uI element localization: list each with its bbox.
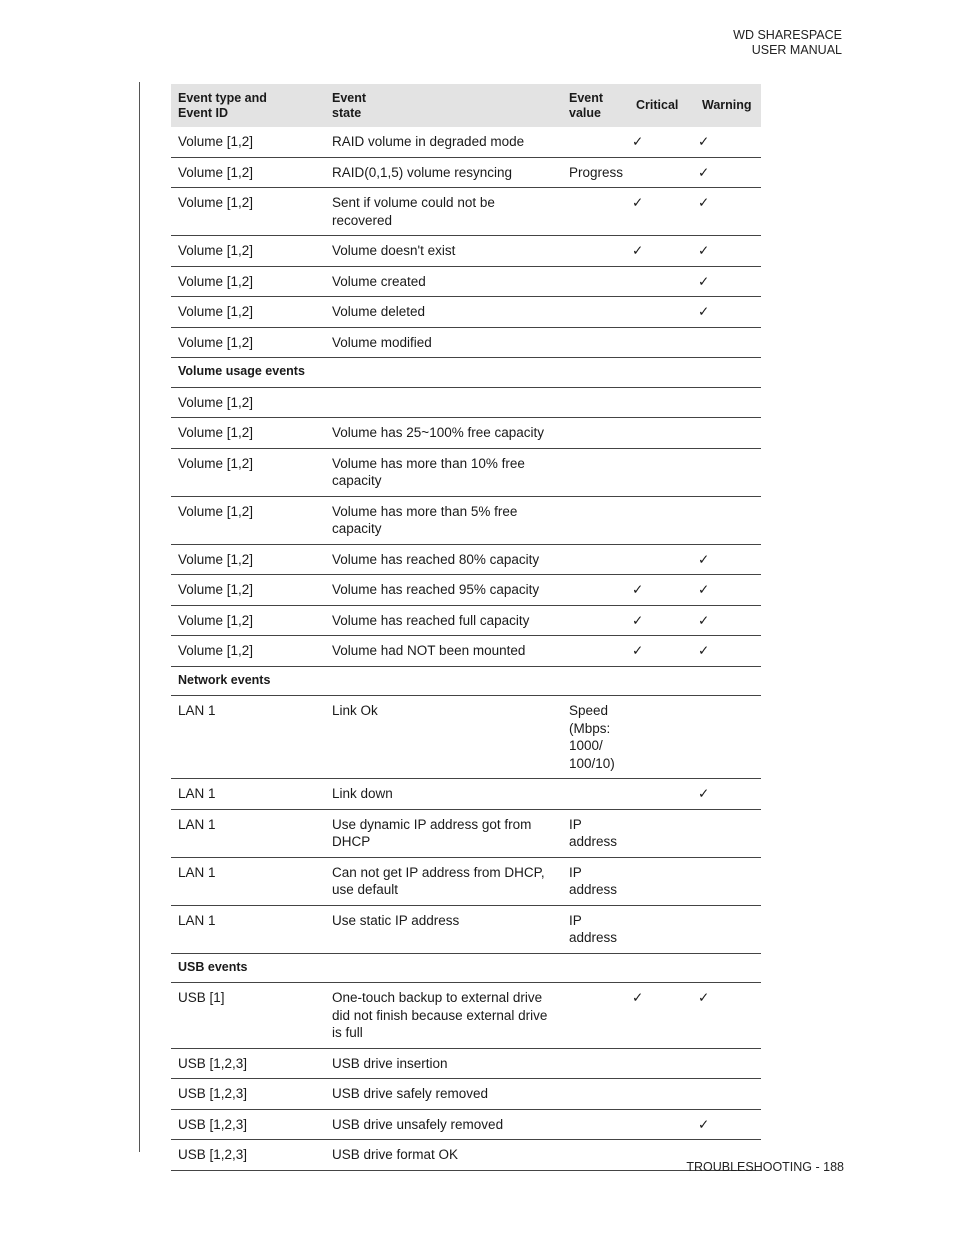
cell-event-state (325, 448, 562, 496)
section-title: Volume usage events (171, 358, 761, 388)
cell-critical (629, 983, 695, 1049)
cell-event-state (325, 1079, 562, 1110)
cell-event-state-text: Volume has reached 95% capacity (332, 582, 540, 597)
cell-event-type (171, 1048, 325, 1079)
checkmark-icon: ✓ (632, 582, 644, 597)
cell-critical (629, 1140, 695, 1171)
cell-event-state-text: Volume deleted (332, 304, 426, 319)
cell-event-state (325, 387, 562, 418)
checkmark-icon: ✓ (698, 304, 710, 319)
table-row (171, 779, 761, 810)
cell-warning (695, 1109, 761, 1140)
checkmark-icon: ✓ (698, 582, 710, 597)
cell-event-value-text: IP address (569, 912, 618, 945)
cell-warning (695, 266, 761, 297)
header-critical: Critical (629, 84, 695, 127)
checkmark-icon: ✓ (698, 273, 710, 289)
cell-event-value (562, 636, 629, 667)
cell-warning (695, 809, 761, 857)
cell-critical (629, 297, 695, 328)
section-row (171, 953, 761, 983)
cell-event-state (325, 157, 562, 188)
cell-event-type-text: Volume [1,2] (178, 425, 254, 440)
cell-event-type (171, 575, 325, 606)
cell-warning (695, 605, 761, 636)
cell-event-type (171, 157, 325, 188)
cell-event-state (325, 188, 562, 236)
cell-event-state (325, 779, 562, 810)
checkmark-icon: ✓ (698, 134, 710, 149)
cell-event-value (562, 448, 629, 496)
section-title: Network events (171, 666, 761, 696)
cell-event-state (325, 696, 562, 779)
cell-event-value (562, 983, 629, 1049)
table-row (171, 605, 761, 636)
cell-event-type-text: USB [1] (178, 990, 225, 1005)
cell-event-type-text: LAN 1 (178, 786, 216, 801)
cell-critical (629, 857, 695, 905)
cell-event-type (171, 266, 325, 297)
header-event-type: Event type and Event ID (171, 84, 325, 127)
header-title: WD SHARESPACE (733, 28, 842, 42)
table-row (171, 157, 761, 188)
page-footer: TROUBLESHOOTING - 188 (686, 1160, 844, 1174)
cell-warning (695, 983, 761, 1049)
cell-event-type (171, 1140, 325, 1171)
cell-event-state-text: Volume doesn't exist (332, 243, 456, 258)
cell-critical (629, 696, 695, 779)
cell-event-state (325, 905, 562, 953)
checkmark-icon: ✓ (632, 195, 644, 210)
checkmark-icon: ✓ (698, 164, 710, 180)
cell-event-type (171, 779, 325, 810)
cell-event-value (562, 905, 629, 953)
cell-event-type-text: Volume [1,2] (178, 304, 254, 319)
cell-warning (695, 857, 761, 905)
cell-event-value (562, 696, 629, 779)
cell-event-type-text: Volume [1,2] (178, 612, 254, 628)
cell-event-state (325, 327, 562, 358)
checkmark-icon: ✓ (632, 134, 644, 149)
cell-event-value (562, 297, 629, 328)
cell-event-type (171, 1109, 325, 1140)
cell-event-type (171, 127, 325, 157)
cell-event-type (171, 327, 325, 358)
cell-event-type (171, 418, 325, 449)
cell-event-type (171, 857, 325, 905)
cell-warning (695, 327, 761, 358)
cell-event-value (562, 857, 629, 905)
cell-event-state (325, 1048, 562, 1079)
cell-critical (629, 127, 695, 157)
cell-event-type (171, 188, 325, 236)
cell-event-value (562, 809, 629, 857)
cell-event-value (562, 544, 629, 575)
table-row (171, 297, 761, 328)
cell-event-state-text: One-touch backup to external drive did not finish because external drive is full (332, 990, 548, 1040)
cell-event-state-text: USB drive safely removed (332, 1086, 489, 1101)
cell-warning (695, 236, 761, 267)
cell-warning (695, 127, 761, 157)
cell-event-value (562, 387, 629, 418)
cell-event-state (325, 983, 562, 1049)
header-event-value: Event value (562, 84, 629, 127)
cell-event-value-text: Progress (569, 164, 624, 180)
cell-event-type-text: USB [1,2,3] (178, 1086, 248, 1101)
cell-critical (629, 636, 695, 667)
section-title: USB events (171, 953, 761, 983)
cell-event-state-text: Volume has reached 80% capacity (332, 551, 540, 567)
cell-event-state-text: RAID volume in degraded mode (332, 134, 525, 149)
cell-warning (695, 1048, 761, 1079)
cell-event-state-text: Volume has more than 10% free capacity (332, 455, 525, 488)
cell-event-value (562, 1079, 629, 1110)
cell-event-type-text: USB [1,2,3] (178, 1147, 248, 1162)
cell-warning (695, 575, 761, 606)
table-row (171, 575, 761, 606)
table-row (171, 387, 761, 418)
cell-event-value-text: IP address (569, 816, 618, 849)
cell-critical (629, 418, 695, 449)
cell-event-type-text: LAN 1 (178, 864, 216, 880)
cell-critical (629, 905, 695, 953)
cell-critical (629, 327, 695, 358)
table-row (171, 636, 761, 667)
cell-event-type-text: Volume [1,2] (178, 243, 254, 258)
cell-warning (695, 188, 761, 236)
cell-event-state-text: Use static IP address (332, 912, 460, 928)
cell-event-state (325, 266, 562, 297)
cell-event-value (562, 1140, 629, 1171)
checkmark-icon: ✓ (698, 643, 710, 658)
checkmark-icon: ✓ (632, 990, 644, 1005)
cell-event-state (325, 544, 562, 575)
cell-event-type-text: LAN 1 (178, 912, 216, 928)
checkmark-icon: ✓ (698, 551, 710, 567)
cell-event-type (171, 1079, 325, 1110)
cell-event-value-text: Speed (Mbps: 1000/ 100/10) (569, 703, 615, 771)
checkmark-icon: ✓ (698, 786, 710, 801)
checkmark-icon: ✓ (632, 612, 644, 628)
cell-event-value (562, 236, 629, 267)
cell-event-type (171, 983, 325, 1049)
cell-event-type-text: Volume [1,2] (178, 551, 254, 567)
table-row (171, 327, 761, 358)
table-row (171, 418, 761, 449)
cell-warning (695, 905, 761, 953)
cell-event-state (325, 297, 562, 328)
table-row (171, 496, 761, 544)
cell-event-state (325, 1109, 562, 1140)
cell-event-type-text: LAN 1 (178, 703, 216, 718)
cell-critical (629, 575, 695, 606)
cell-critical (629, 496, 695, 544)
cell-event-type (171, 905, 325, 953)
cell-event-state-text: USB drive unsafely removed (332, 1116, 504, 1132)
cell-event-value (562, 1109, 629, 1140)
table-row (171, 236, 761, 267)
cell-event-type (171, 544, 325, 575)
cell-warning (695, 418, 761, 449)
cell-event-type-text: Volume [1,2] (178, 503, 254, 519)
page-header (733, 28, 842, 58)
header-warning: Warning (695, 84, 761, 127)
cell-event-value (562, 605, 629, 636)
cell-critical (629, 1048, 695, 1079)
cell-event-type (171, 448, 325, 496)
cell-event-value (562, 327, 629, 358)
cell-event-type (171, 809, 325, 857)
cell-event-state-text: Can not get IP address from DHCP, use default (332, 864, 545, 897)
cell-critical (629, 188, 695, 236)
cell-event-value (562, 575, 629, 606)
margin-rule (139, 82, 140, 1152)
cell-event-type-text: USB [1,2,3] (178, 1055, 248, 1071)
cell-critical (629, 266, 695, 297)
table-row (171, 1109, 761, 1140)
cell-event-type-text: Volume [1,2] (178, 134, 254, 149)
cell-event-state-text: Sent if volume could not be recovered (332, 195, 495, 228)
cell-event-state-text: USB drive format OK (332, 1147, 459, 1162)
cell-warning (695, 496, 761, 544)
cell-event-type-text: Volume [1,2] (178, 582, 254, 597)
cell-warning (695, 387, 761, 418)
table-row (171, 857, 761, 905)
cell-event-state-text: Volume modified (332, 334, 432, 350)
cell-event-value (562, 266, 629, 297)
cell-event-type (171, 696, 325, 779)
table-header-row (171, 84, 761, 127)
cell-event-state-text: Volume has reached full capacity (332, 612, 530, 628)
cell-warning (695, 1079, 761, 1110)
checkmark-icon: ✓ (698, 1116, 710, 1132)
cell-warning (695, 636, 761, 667)
cell-warning (695, 544, 761, 575)
cell-event-type (171, 496, 325, 544)
cell-critical (629, 544, 695, 575)
cell-warning (695, 448, 761, 496)
cell-critical (629, 448, 695, 496)
checkmark-icon: ✓ (632, 243, 644, 258)
table-row (171, 188, 761, 236)
cell-critical (629, 809, 695, 857)
table-row (171, 266, 761, 297)
cell-event-type-text: Volume [1,2] (178, 164, 254, 180)
cell-warning (695, 779, 761, 810)
cell-event-state (325, 605, 562, 636)
cell-event-state (325, 857, 562, 905)
cell-event-state (325, 127, 562, 157)
cell-event-value-text: IP address (569, 864, 618, 897)
cell-event-type-text: Volume [1,2] (178, 273, 254, 289)
cell-event-state-text: Volume had NOT been mounted (332, 643, 526, 658)
cell-event-state (325, 636, 562, 667)
cell-critical (629, 779, 695, 810)
cell-event-state (325, 1140, 562, 1171)
table-row (171, 127, 761, 157)
checkmark-icon: ✓ (698, 243, 710, 258)
checkmark-icon: ✓ (698, 612, 710, 628)
cell-event-state-text: RAID(0,1,5) volume resyncing (332, 164, 513, 180)
cell-event-state (325, 575, 562, 606)
cell-warning (695, 696, 761, 779)
table-row (171, 544, 761, 575)
header-event-state: Event state (325, 84, 562, 127)
cell-event-type-text: Volume [1,2] (178, 643, 254, 658)
cell-event-state-text: Link down (332, 786, 393, 801)
cell-event-type-text: Volume [1,2] (178, 334, 254, 350)
cell-critical (629, 1079, 695, 1110)
cell-event-value (562, 127, 629, 157)
cell-event-type (171, 297, 325, 328)
cell-event-value (562, 1048, 629, 1079)
cell-critical (629, 605, 695, 636)
table-row (171, 983, 761, 1049)
cell-event-value (562, 188, 629, 236)
cell-critical (629, 236, 695, 267)
table-row (171, 905, 761, 953)
cell-event-value (562, 157, 629, 188)
cell-warning (695, 297, 761, 328)
section-row (171, 666, 761, 696)
cell-event-type-text: Volume [1,2] (178, 455, 254, 471)
cell-event-state (325, 809, 562, 857)
cell-event-state-text: Link Ok (332, 703, 378, 718)
cell-critical (629, 157, 695, 188)
cell-event-type (171, 605, 325, 636)
table-row (171, 448, 761, 496)
cell-event-state (325, 418, 562, 449)
table-row (171, 696, 761, 779)
cell-event-state-text: Volume created (332, 273, 426, 289)
cell-warning (695, 157, 761, 188)
table-row (171, 809, 761, 857)
cell-event-state-text: Volume has 25~100% free capacity (332, 425, 545, 440)
cell-event-type-text: Volume [1,2] (178, 195, 254, 210)
checkmark-icon: ✓ (698, 195, 710, 210)
cell-event-value (562, 496, 629, 544)
cell-event-state (325, 496, 562, 544)
table-row (171, 1140, 761, 1171)
cell-event-value (562, 779, 629, 810)
cell-event-state-text: Volume has more than 5% free capacity (332, 503, 518, 536)
cell-critical (629, 1109, 695, 1140)
cell-event-state-text: Use dynamic IP address got from DHCP (332, 816, 532, 849)
cell-event-type-text: LAN 1 (178, 816, 216, 832)
cell-event-state (325, 236, 562, 267)
checkmark-icon: ✓ (632, 643, 644, 658)
cell-event-type-text: USB [1,2,3] (178, 1116, 248, 1132)
table-row (171, 1079, 761, 1110)
cell-event-value (562, 418, 629, 449)
cell-event-type (171, 236, 325, 267)
cell-event-type-text: Volume [1,2] (178, 394, 254, 410)
cell-event-type (171, 387, 325, 418)
table-row (171, 1048, 761, 1079)
cell-event-type (171, 636, 325, 667)
header-subtitle: USER MANUAL (751, 43, 842, 57)
checkmark-icon: ✓ (698, 990, 710, 1005)
cell-critical (629, 387, 695, 418)
section-row (171, 358, 761, 388)
events-table (171, 84, 761, 1171)
cell-event-state-text: USB drive insertion (332, 1055, 448, 1071)
